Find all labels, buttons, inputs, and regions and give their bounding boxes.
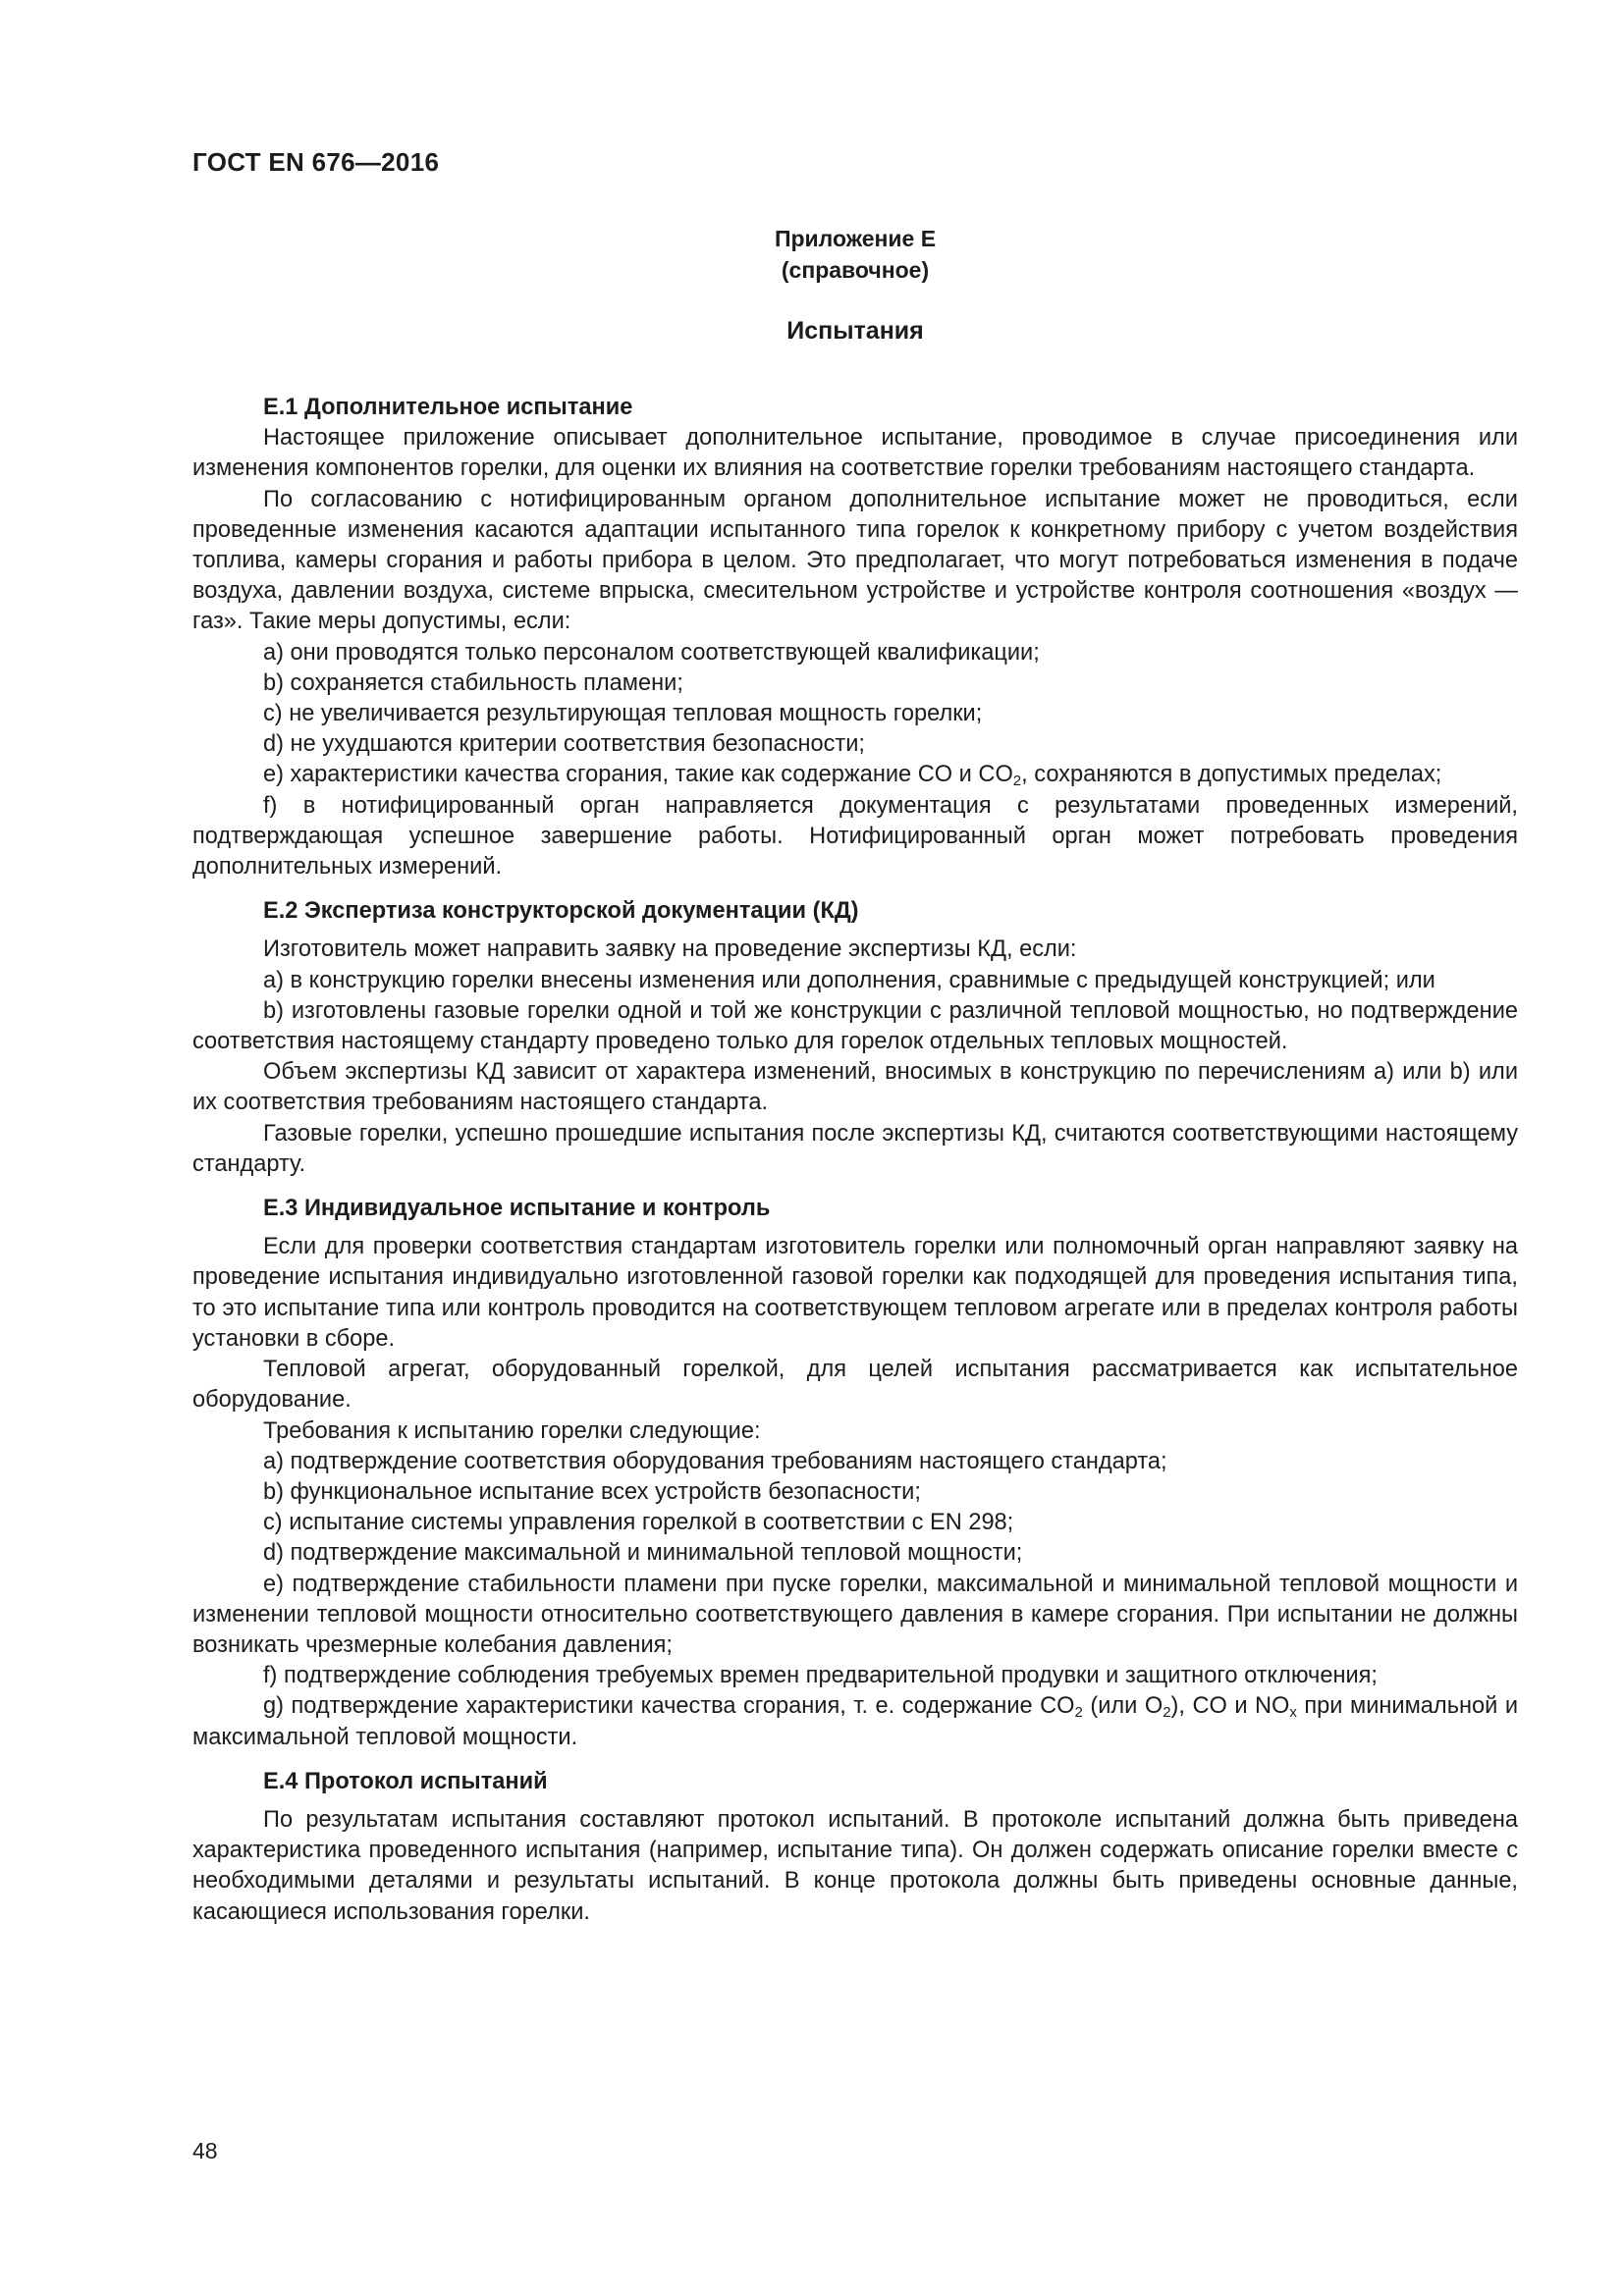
list-item: e) подтверждение стабильности пламени при пуске горелки, максимальной и минимальной тепловой мощности и изменении тепловой мощности относительно соответствующего давления в камере сгорания. При испытании не должны возникать чрезмерные колебания давления; — [192, 1571, 1518, 1658]
paragraph: Газовые горелки, успешно прошедшие испытания после экспертизы КД, считаются соответствующими настоящему стандарту. — [192, 1120, 1518, 1177]
list-item: b) сохраняется стабильность пламени; — [263, 669, 683, 696]
list-item: d) подтверждение максимальной и минимальной тепловой мощности; — [263, 1540, 1023, 1567]
spacer — [192, 1797, 1518, 1805]
list-item: c) не увеличивается результирующая тепловая мощность горелки; — [263, 701, 983, 727]
subscript: 2 — [1012, 773, 1022, 790]
annex-label-block — [192, 223, 1518, 286]
document-code: ГОСТ EN 676—2016 — [192, 147, 440, 177]
list-item: f) подтверждение соблюдения требуемых времен предварительной продувки и защитного отключения; — [263, 1663, 1378, 1689]
document-body — [192, 393, 1518, 1928]
list-item: c) испытание системы управления горелкой в соответствии с EN 298; — [263, 1510, 1014, 1536]
paragraph: Если для проверки соответствия стандартам изготовитель горелки или полномочный орган направляют заявку на проведение испытания индивидуально изготовленной газовой горелки как подходящей для проведения испытания типа, то это испытание типа или контроль проводится на соответствующем тепловом агрегате или в пределах контроля работы установки в сборе. — [192, 1234, 1518, 1352]
section-heading-e2: Е.2 Экспертиза конструкторской документации (КД) — [263, 898, 859, 925]
text-run: ), CO и NO — [1170, 1693, 1290, 1720]
paragraph: Объем экспертизы КД зависит от характера изменений, вносимых в конструкцию по перечислениям a) или b) или их соответствия требованиям настоящего стандарта. — [192, 1059, 1518, 1116]
section-heading-e4: Е.4 Протокол испытаний — [263, 1768, 548, 1794]
subscript: x — [1289, 1704, 1297, 1722]
spacer — [192, 927, 1518, 934]
section-heading-e1: Е.1 Дополнительное испытание — [263, 395, 633, 420]
text-run: при минимальной и максимальной тепловой мощности. — [192, 1693, 1518, 1750]
annex-title: Испытания — [786, 317, 924, 345]
spacer — [192, 882, 1518, 896]
list-item: a) подтверждение соответствия оборудования требованиям настоящего стандарта; — [263, 1448, 1167, 1474]
list-item: a) они проводятся только персоналом соответствующей квалификации; — [263, 639, 1040, 666]
subscript: 2 — [1163, 1704, 1171, 1722]
text-run: , сохраняются в допустимых пределах; — [1021, 762, 1442, 788]
paragraph: Тепловой агрегат, оборудованный горелкой, для целей испытания рассматривается как испытательное оборудование. — [192, 1357, 1518, 1414]
annex-type: (справочное) — [781, 257, 930, 283]
spacer — [192, 1753, 1518, 1767]
page-number: 48 — [192, 2138, 218, 2163]
paragraph: Изготовитель может направить заявку на проведение экспертизы КД, если: — [263, 936, 1077, 963]
section-heading-e3: Е.3 Индивидуальное испытание и контроль — [263, 1196, 771, 1222]
list-item: a) в конструкцию горелки внесены изменения или дополнения, сравнимые с предыдущей конструкцией; или — [263, 967, 1435, 993]
paragraph: Требования к испытанию горелки следующие: — [263, 1417, 761, 1444]
list-item: d) не ухудшаются критерии соответствия безопасности; — [263, 731, 865, 758]
annex-label: Приложение Е — [774, 226, 937, 251]
list-item: b) функциональное испытание всех устройств безопасности; — [263, 1478, 921, 1505]
spacer — [192, 1224, 1518, 1232]
paragraph: Настоящее приложение описывает дополнительное испытание, проводимое в случае присоединения или изменения компонентов горелки, для оценки их влияния на соответствие горелки требованиям настоящего стандарта. — [192, 425, 1518, 482]
list-item: b) изготовлены газовые горелки одной и той же конструкции с различной тепловой мощностью, но подтверждение соответствия настоящему стандарту проведено только для горелок отдельных тепловых мощностей. — [192, 997, 1518, 1055]
text-run: e) характеристики качества сгорания, такие как содержание CO и CO — [263, 762, 1013, 788]
spacer — [192, 1180, 1518, 1194]
paragraph: По согласованию с нотифицированным органом дополнительное испытание может не проводиться, если проведенные изменения касаются адаптации испытанного типа горелок к конкретному прибору с учетом воздействия топлива, камеры сгорания и работы прибора в целом. Это предполагает, что могут потребоваться изменения в подаче воздуха, давлении воздуха, системе впрыска, смесительном устройстве и устройстве контроля соотношения «воздух — газ». Такие меры допустимы, если: — [192, 486, 1518, 635]
list-item — [192, 760, 1518, 790]
text-run: (или O — [1082, 1693, 1164, 1720]
paragraph: По результатам испытания составляют протокол испытаний. В протоколе испытаний должна быть приведена характеристика проведенного испытания (например, испытание типа). Он должен содержать описание горелки вместе с необходимыми деталями и результаты испытаний. В конце протокола должны быть приведены основные данные, касающиеся использования горелки. — [192, 1806, 1518, 1925]
list-item — [192, 1691, 1518, 1752]
subscript: 2 — [1074, 1704, 1083, 1722]
list-item: f) в нотифицированный орган направляется документация с результатами проведенных измерений, подтверждающая успешное завершение работы. Нотифицированный орган может потребовать проведения дополнительных измерений. — [192, 792, 1518, 881]
text-run: g) подтверждение характеристики качества сгорания, т. е. содержание CO — [263, 1693, 1075, 1720]
